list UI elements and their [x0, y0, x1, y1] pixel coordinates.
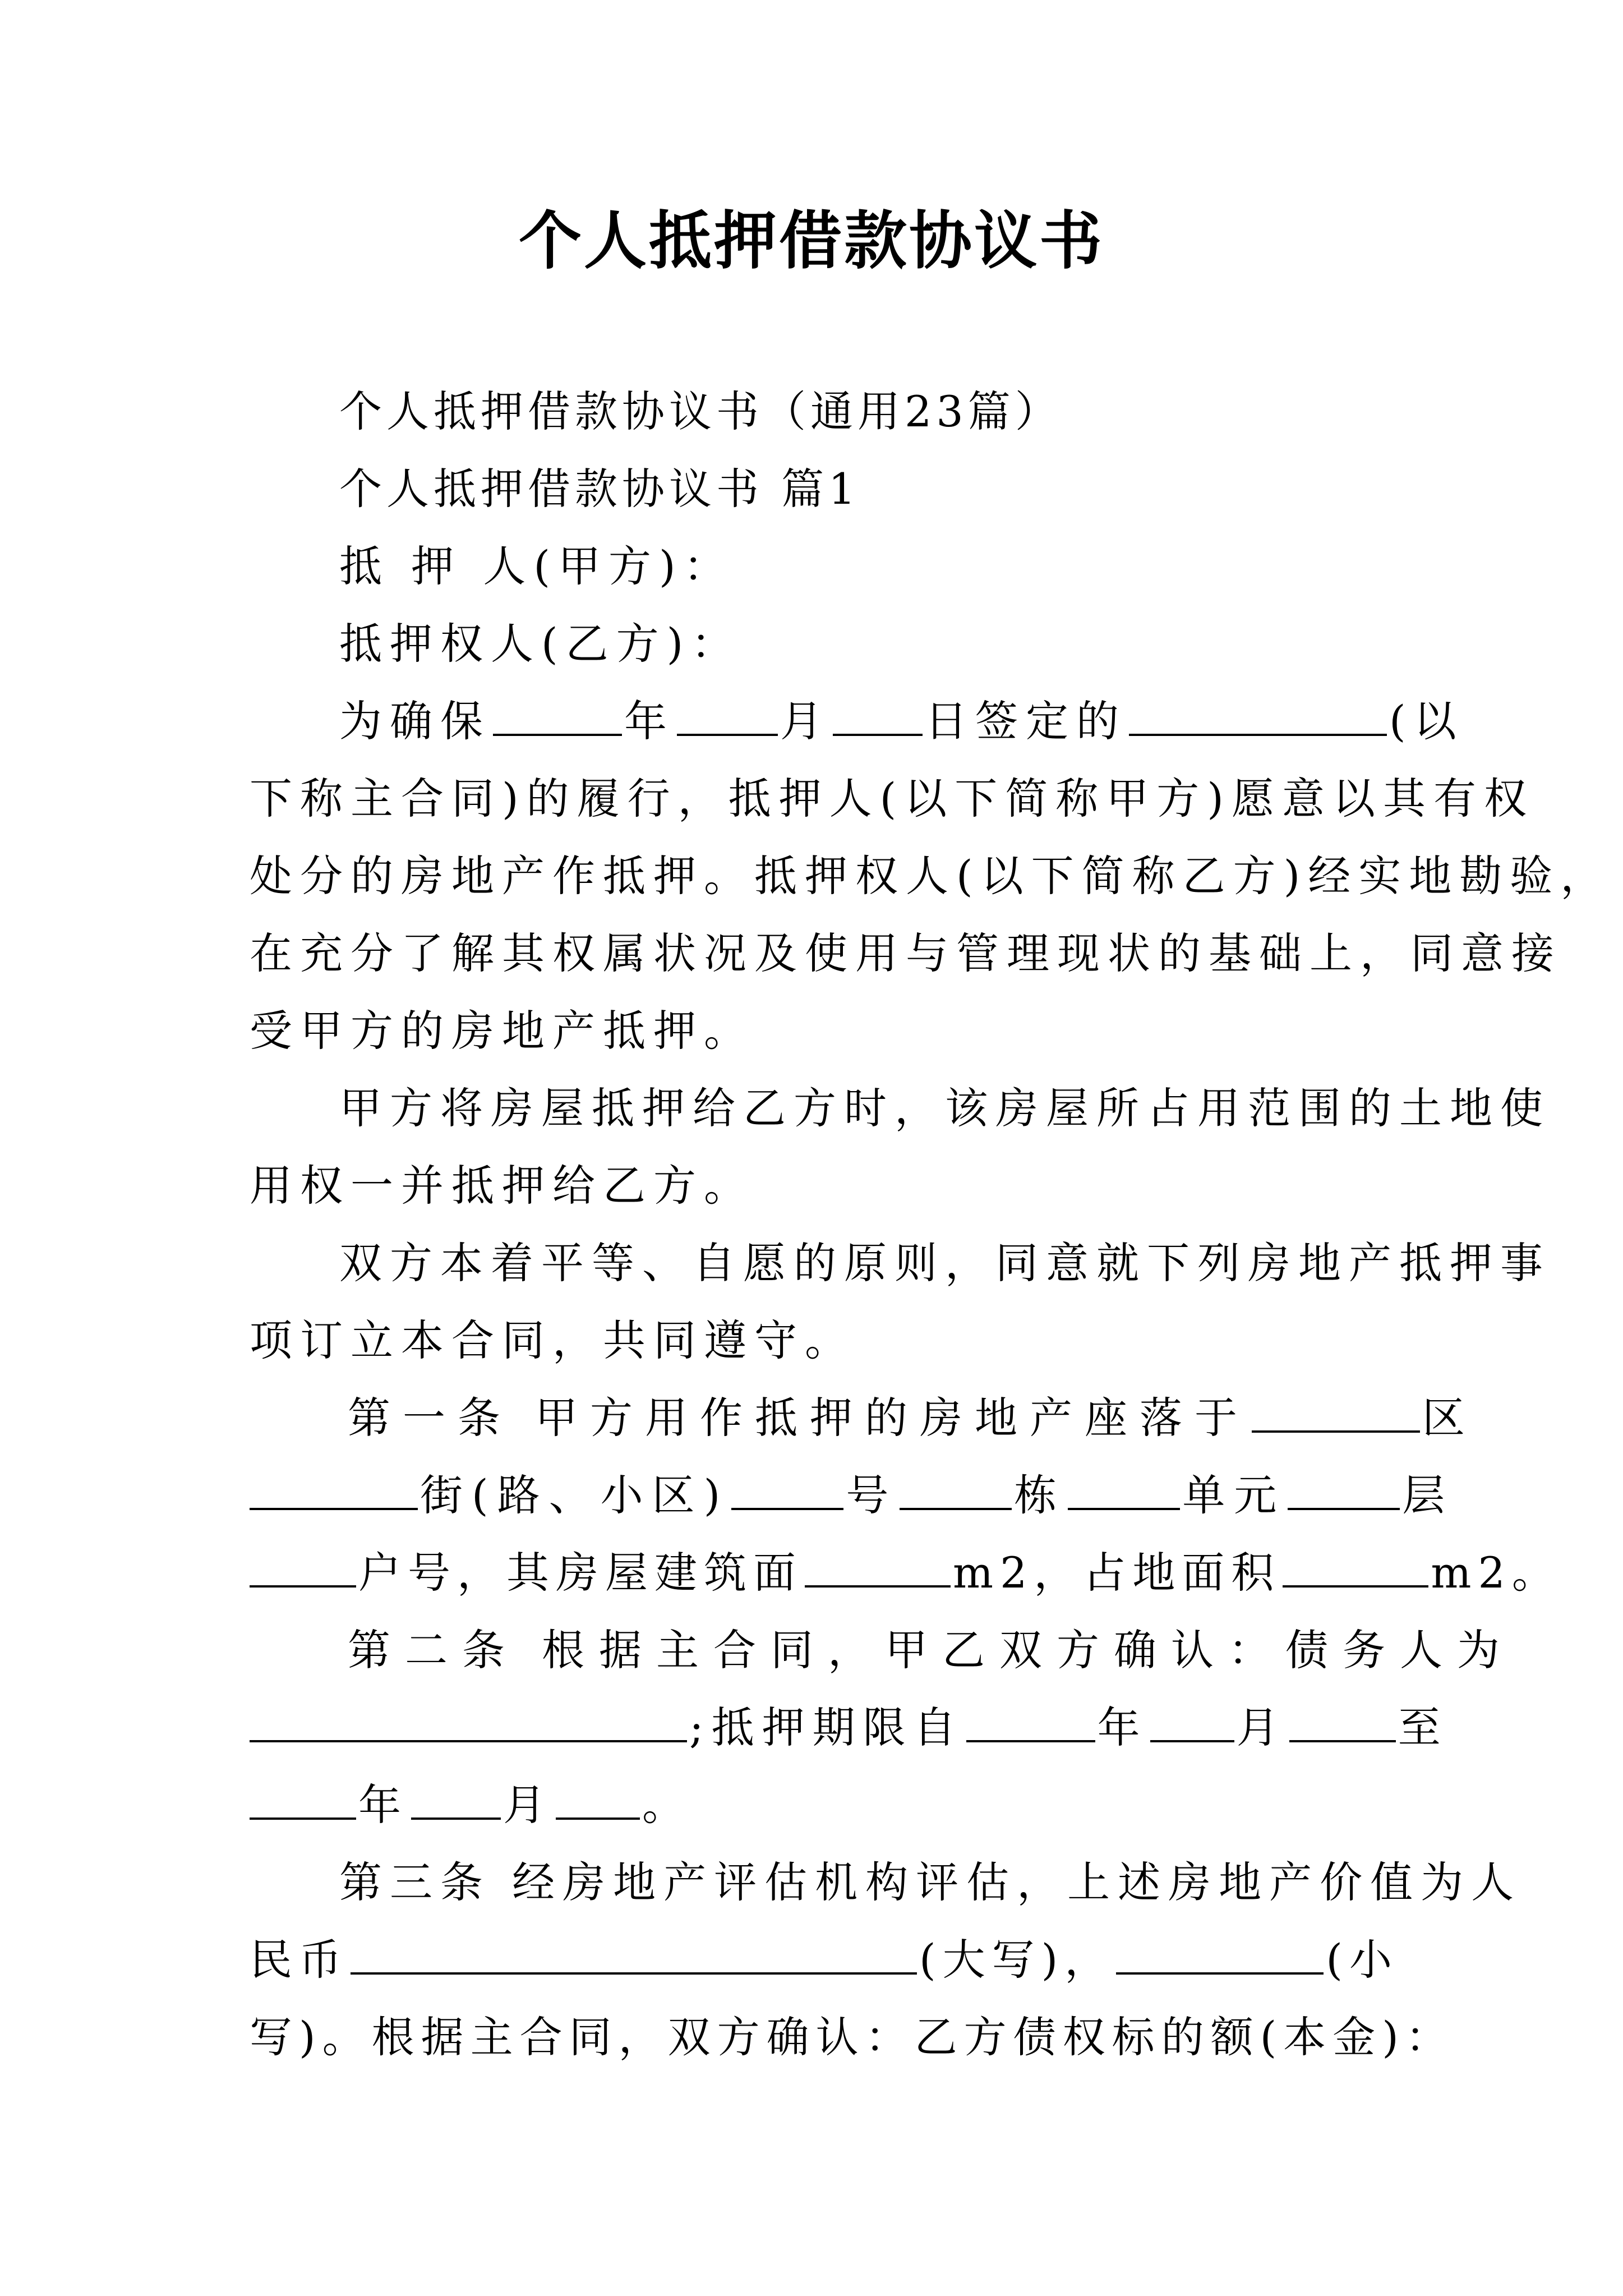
subtitle: 个人抵押借款协议书（通用23篇） [339, 386, 1062, 436]
blank-field[interactable] [250, 1469, 418, 1510]
document-title: 个人抵押借款协议书 [519, 204, 1104, 278]
article-3-line: 写)。根据主合同，双方确认：乙方债权标的额(本金)： [250, 2012, 1455, 2062]
document-body [250, 373, 1611, 2076]
blank-field[interactable] [250, 1546, 356, 1588]
blank-field[interactable] [250, 1778, 356, 1820]
text: 根据主合同，甲乙双方确认：债务人为 [542, 1625, 1514, 1675]
blank-field[interactable] [966, 1701, 1095, 1742]
text: 年 [624, 696, 675, 746]
text: (小 [1326, 1935, 1399, 1985]
paragraph-line: 项订立本合同，共同遵守。 [250, 1315, 855, 1365]
text: m2，占地面积 [953, 1548, 1281, 1598]
mortgagee-label: 抵押权人(乙方)： [339, 619, 742, 669]
blank-field[interactable] [250, 1701, 687, 1742]
blank-field[interactable] [1129, 694, 1387, 736]
text: 区 [1422, 1393, 1477, 1443]
text: 栋 [1014, 1470, 1066, 1520]
paragraph-line: 下称主合同)的履行，抵押人(以下简称甲方)愿意以其有权 [250, 774, 1534, 823]
paragraph-line: 在充分了解其权属状况及使用与管理现状的基础上，同意接 [250, 928, 1562, 978]
blank-field[interactable] [1283, 1546, 1428, 1588]
text: 为确保 [339, 696, 491, 746]
text: 月 [780, 696, 831, 746]
paragraph-line: 处分的房地产作抵押。抵押权人(以下简称乙方)经实地勘验， [250, 851, 1611, 901]
blank-field[interactable] [833, 694, 923, 736]
blank-field[interactable] [1289, 1701, 1396, 1742]
paragraph-line: 受甲方的房地产抵押。 [250, 1006, 754, 1056]
text: 民币 [250, 1935, 348, 1985]
text: 户号，其房屋建筑面 [358, 1548, 803, 1598]
paragraph-line: 甲方将房屋抵押给乙方时，该房屋所占用范围的土地使 [339, 1083, 1551, 1133]
blank-field[interactable] [805, 1546, 951, 1588]
blank-field[interactable] [1116, 1933, 1324, 1975]
paragraph-line: 用权一并抵押给乙方。 [250, 1161, 754, 1211]
article-3-line [250, 1921, 1399, 1999]
text: 单元 [1182, 1470, 1286, 1520]
text: m2。 [1431, 1548, 1561, 1598]
blank-field[interactable] [1150, 1701, 1234, 1742]
text: 号 [846, 1470, 898, 1520]
text: 甲方用作抵押的房地产座落于 [535, 1393, 1249, 1443]
blank-field[interactable] [1288, 1469, 1400, 1510]
mortgagor-label: 抵 押 人(甲方)： [339, 541, 734, 591]
blank-field[interactable] [900, 1469, 1012, 1510]
text: 年 [1097, 1703, 1148, 1752]
article-1-line [250, 1534, 1561, 1612]
blank-field[interactable] [493, 694, 622, 736]
blank-field[interactable] [556, 1778, 640, 1820]
article-number: 第二条 [348, 1625, 519, 1675]
text: (以 [1389, 696, 1464, 746]
blank-field[interactable] [411, 1778, 501, 1820]
text: 。 [642, 1780, 693, 1830]
text: 年 [358, 1780, 409, 1830]
text: 街(路、小区) [420, 1470, 730, 1520]
paragraph-line [250, 683, 1464, 760]
text: ;抵押期限自 [689, 1703, 964, 1752]
text: 月 [503, 1780, 554, 1830]
text: 日签定的 [925, 696, 1127, 746]
paragraph-line: 双方本着平等、自愿的原则，同意就下列房地产抵押事 [339, 1238, 1551, 1288]
text: 层 [1402, 1470, 1454, 1520]
article-2-line [250, 1612, 1514, 1689]
article-1-line [250, 1379, 1477, 1457]
blank-field[interactable] [1252, 1391, 1420, 1433]
text: (大写)， [919, 1935, 1114, 1985]
article-1-line [250, 1457, 1454, 1534]
article-2-line [250, 1689, 1449, 1766]
blank-field[interactable] [731, 1469, 843, 1510]
article-number: 第一条 [348, 1393, 513, 1443]
blank-field[interactable] [677, 694, 778, 736]
section-heading: 个人抵押借款协议书 篇1 [339, 464, 860, 514]
text: 月 [1236, 1703, 1287, 1752]
blank-field[interactable] [351, 1933, 917, 1975]
text: 至 [1398, 1703, 1449, 1752]
article-2-line [250, 1766, 1388, 1844]
blank-field[interactable] [1068, 1469, 1180, 1510]
article-3-line: 第三条 经房地产评估机构评估，上述房地产价值为人 [339, 1857, 1522, 1907]
